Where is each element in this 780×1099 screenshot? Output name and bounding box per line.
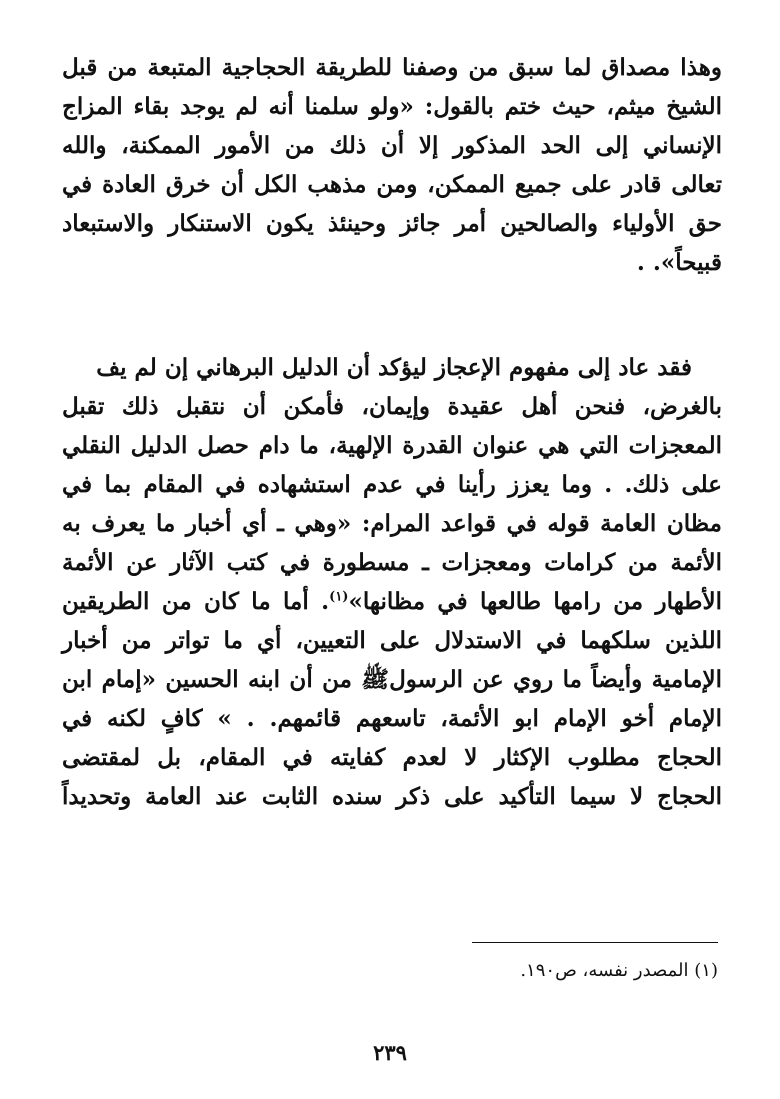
text-line: الحجاج مطلوب الإكثار لا لعدم كفايته في المقام، بل لمقتضى: [62, 744, 722, 771]
text-line: الحجاج لا سيما التأكيد على ذكر سنده الثابت عند العامة وتحديداً: [62, 783, 722, 810]
text-line: الإنساني إلى الحد المذكور إلا أن ذلك من الأمور الممكنة، والله: [62, 132, 722, 159]
text-line: وهذا مصداق لما سبق من وصفنا للطريقة الحجاجية المتبعة من قبل: [62, 54, 722, 81]
text-line: على ذلك. . وما يعزز رأينا في عدم استشهاده في المقام بما في: [62, 471, 722, 498]
text-line-with-footnote: [62, 582, 722, 621]
text-line: الإمامية وأيضاً ما روي عن الرسولﷺ من أن ابنه الحسين «إمام ابن: [62, 666, 722, 693]
text-line: الشيخ ميثم، حيث ختم بالقول: «ولو سلمنا أنه لم يوجد بقاء المزاج: [62, 93, 722, 120]
text-line: تعالى قادر على جميع الممكن، ومن مذهب الكل أن خرق العادة في: [62, 171, 722, 198]
paragraph-1: [62, 48, 722, 282]
text-line: الأئمة من كرامات ومعجزات ـ مسطورة في كتب الآثار عن الأئمة: [62, 549, 722, 576]
text-line: مظان العامة قوله في قواعد المرام: «وهي ـ أي أخبار ما يعرف به: [62, 510, 722, 537]
text-segment: الأطهار من رامها طالعها في مظانها»: [348, 588, 722, 615]
page-number: ٢٣٩: [373, 1040, 407, 1065]
text-line: حق الأولياء والصالحين أمر جائز وحينئذ يكون الاستنكار والاستبعاد: [62, 210, 722, 237]
footnote: (١) المصدر نفسه، ص١٩٠.: [520, 960, 718, 981]
paragraph-2: [62, 348, 722, 816]
text-line: قبيحاً». .: [636, 249, 722, 276]
text-line: الإمام أخو الإمام ابو الأئمة، تاسعهم قائمهم. . » كافٍ لكنه في: [62, 705, 722, 732]
footnote-reference: (١): [329, 589, 349, 605]
text-line: اللذين سلكهما في الاستدلال على التعيين، أي ما تواتر من أخبار: [62, 627, 722, 654]
text-line: بالغرض، فنحن أهل عقيدة وإيمان، فأمكن أن نتقبل ذلك تقبل: [62, 393, 722, 420]
text-line: المعجزات التي هي عنوان القدرة الإلهية، ما دام حصل الدليل النقلي: [62, 432, 722, 459]
footnote-divider: [472, 942, 718, 943]
text-line: فقد عاد إلى مفهوم الإعجاز ليؤكد أن الدليل البرهاني إن لم يف: [96, 354, 692, 381]
text-segment: . أما ما كان من الطريقين: [62, 588, 330, 615]
